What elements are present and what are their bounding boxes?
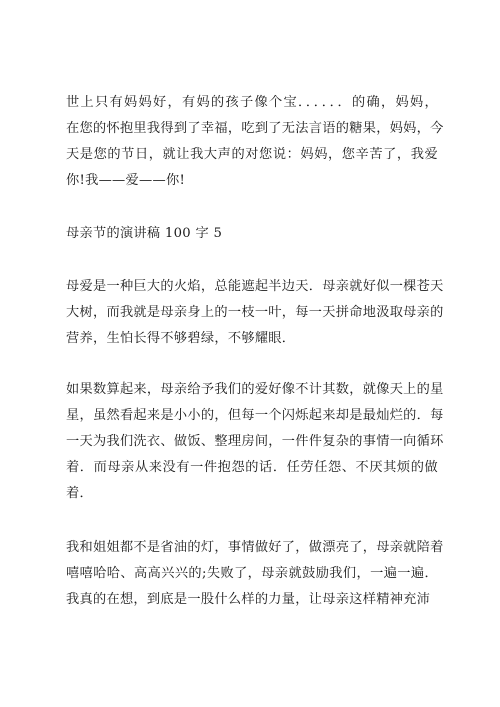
text-line: 着． (66, 486, 93, 501)
text-line: 我真的在想，到底是一股什么样的力量，让母亲这样精神充沛 (66, 592, 431, 607)
paragraph-love-flame (66, 274, 444, 352)
text-line: 母爱是一种巨大的火焰，总能遮起半边天．母亲就好似一棵苍天 (66, 279, 444, 294)
text-line: 天是您的节日，就让我大声的对您说：妈妈，您辛苦了，我爱 (66, 147, 438, 162)
text-line: 嘻嘻哈哈、高高兴兴的;失败了，母亲就鼓励我们，一遍一遍． (66, 566, 438, 581)
text-line: 一天为我们洗衣、做饭、整理房间，一件件复杂的事情一向循环 (66, 434, 444, 449)
text-line: 营养，生怕长得不够碧绿，不够耀眼． (66, 331, 296, 346)
text-line: 星，虽然看起来是小小的，但每一个闪烁起来却是最灿烂的．每 (66, 408, 444, 423)
section-heading: 母亲节的演讲稿 100 字 5 (66, 226, 223, 241)
paragraph-sisters (66, 535, 444, 613)
text-line: 大树，而我就是母亲身上的一枝一叶，每一天拼命地汲取母亲的 (66, 305, 444, 320)
paragraph-mothers-praise (66, 90, 444, 194)
text-line: 如果数算起来，母亲给予我们的爱好像不计其数，就像天上的星 (66, 382, 444, 397)
text-line: 我和姐姐都不是省油的灯，事情做好了，做漂亮了，母亲就陪着 (66, 540, 444, 555)
text-line: 着．而母亲从来没有一件抱怨的话．任劳任怨、不厌其烦的做 (66, 460, 438, 475)
text-line: 在您的怀抱里我得到了幸福，吃到了无法言语的糖果，妈妈，今 (66, 121, 444, 136)
text-line: 你!我——爱——你! (66, 173, 186, 188)
paragraph-countless-love (66, 377, 444, 507)
text-line: 世上只有妈妈好，有妈的孩子像个宝．．．．．．的确，妈妈， (66, 95, 438, 110)
